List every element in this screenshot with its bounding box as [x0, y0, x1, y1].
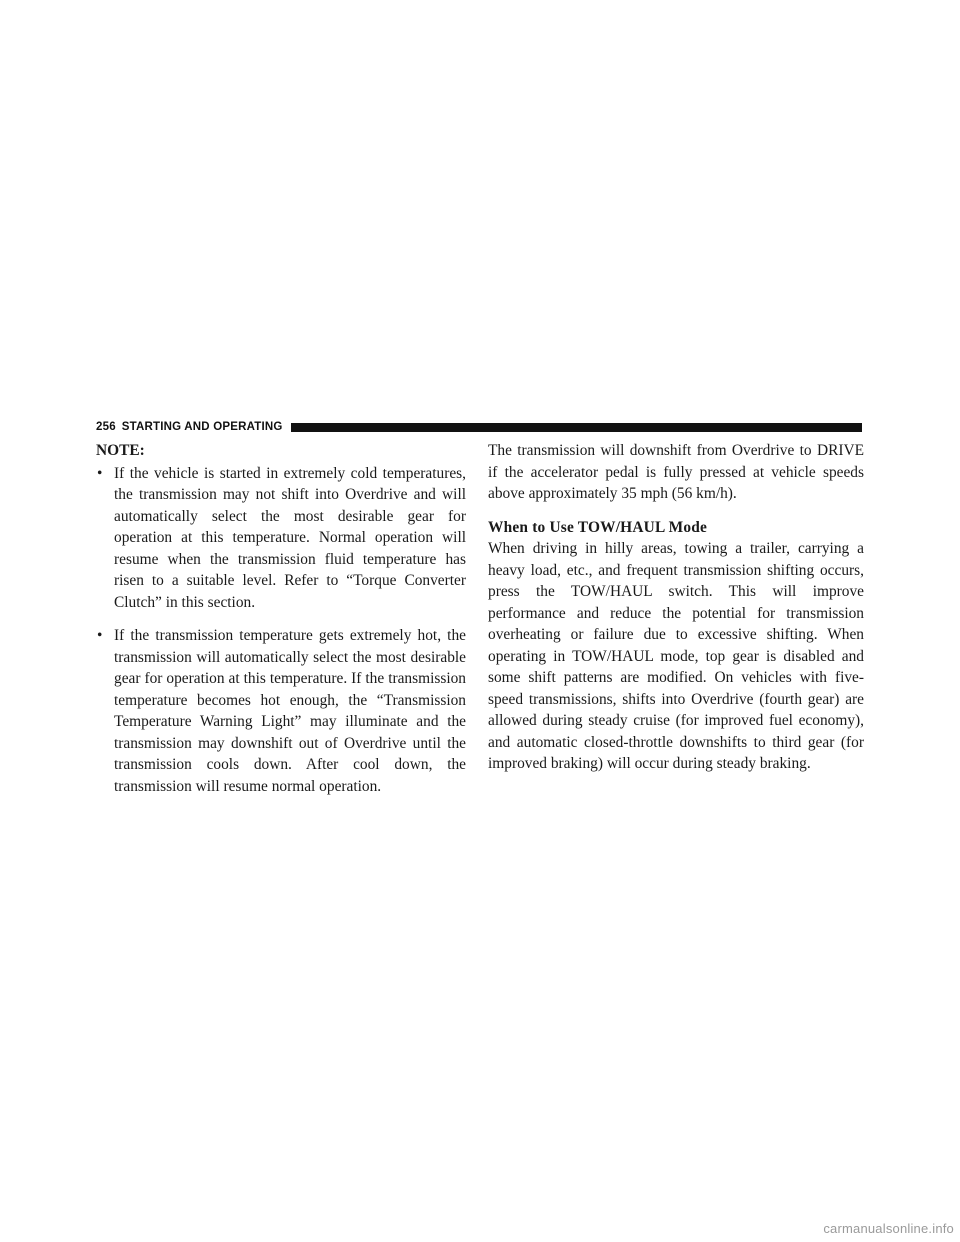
- note-label: NOTE:: [96, 442, 145, 459]
- section-title: STARTING AND OPERATING: [121, 421, 283, 433]
- downshift-paragraph: The transmission will downshift from Overdrive to DRIVE if the accelerator pedal is fully pressed at vehicle speeds above approximately 35 mph (56 km/h).: [488, 442, 864, 502]
- bullet-text: If the vehicle is started in extremely cold temperatures, the transmission may not shift into Overdrive and will automatically select the most desirable gear for operation at this temperature. Normal operation will resume when the transmission fluid temperature has risen to a suitable level. Refer to “Torque Converter Clutch” in this section.: [114, 464, 466, 611]
- bullet-item: [96, 463, 466, 614]
- page-header: [96, 420, 862, 434]
- header-rule: [291, 423, 862, 432]
- bullet-icon: •: [97, 464, 103, 482]
- tow-haul-heading: When to Use TOW/HAUL Mode: [488, 518, 708, 536]
- page-number: 256: [96, 421, 116, 433]
- watermark-link[interactable]: carmanualsonline.info: [823, 1221, 954, 1236]
- bullet-icon: •: [97, 627, 103, 644]
- right-column: [488, 440, 864, 787]
- bullet-item: [96, 625, 466, 797]
- tow-haul-paragraph: When driving in hilly areas, towing a trailer, carrying a heavy load, etc., and frequent transmission shifting occurs, press the TOW/HAUL switch. This will improve performance and reduce the potential for transmission overheating or failure due to excessive shifting. When operating in TOW/HAUL mode, top gear is disabled and some shift patterns are modified. On vehicles with five-speed transmissions, shifts into Overdrive (fourth gear) are allowed during steady cruise (for improved fuel economy), and automatic closed-throttle downshifts to third gear (for improved braking) will occur during steady braking.: [488, 540, 864, 772]
- bullet-text: If the transmission temperature gets extremely hot, the transmission will automatically select the most desirable gear for operation at this temperature. If the transmission temperature becomes hot enough, the “Transmission Temperature Warning Light” may illuminate and the transmission may downshift out of Overdrive until the transmission cools down. After cool down, the transmission will resume normal operation.: [114, 627, 466, 795]
- left-column: [96, 440, 466, 809]
